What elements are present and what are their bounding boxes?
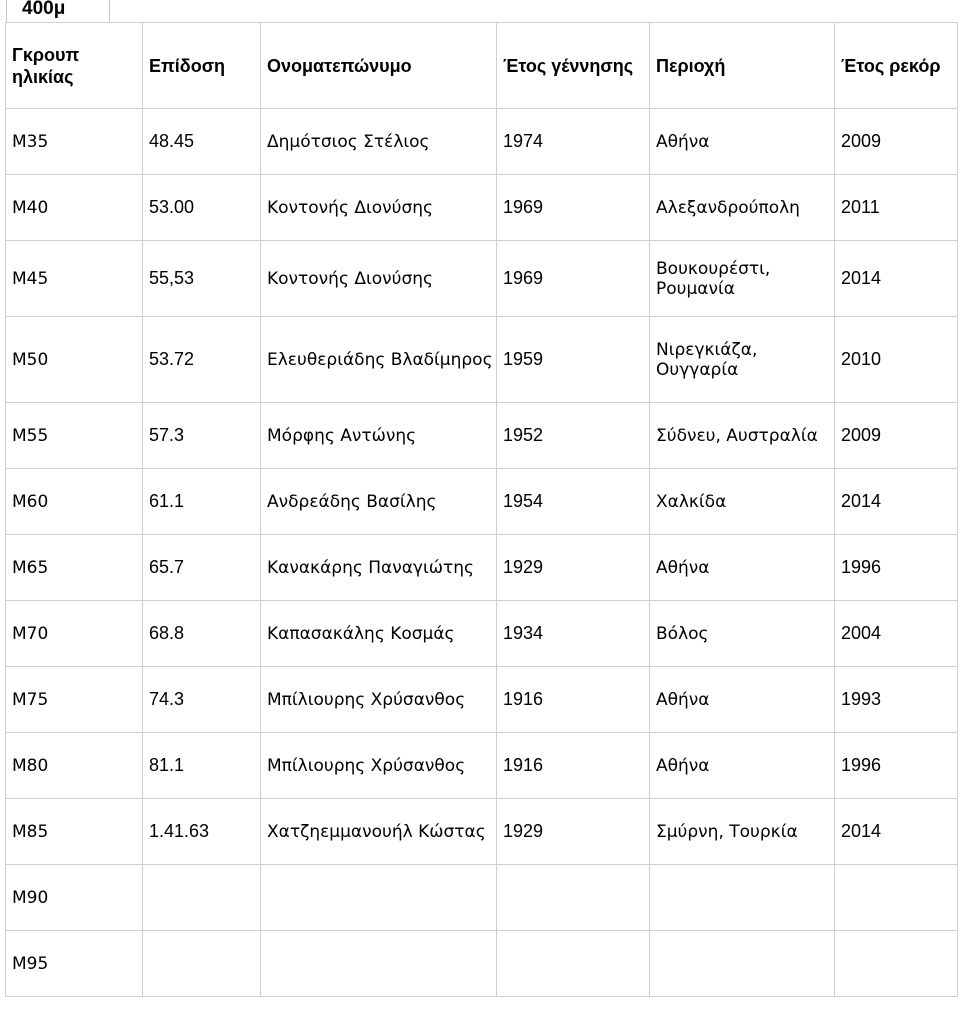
cell-place: Αθήνα <box>650 667 835 733</box>
cell-born: 1954 <box>497 469 650 535</box>
cell-place: Αθήνα <box>650 733 835 799</box>
cell-year: 2014 <box>835 799 958 865</box>
records-table <box>5 22 958 997</box>
cell-born: 1969 <box>497 175 650 241</box>
table-row <box>6 175 958 241</box>
page-title: 400μ <box>22 0 66 19</box>
cell-group: Μ60 <box>6 469 143 535</box>
cell-born: 1916 <box>497 733 650 799</box>
cell-born <box>497 931 650 997</box>
cell-year: 2004 <box>835 601 958 667</box>
cell-group: Μ35 <box>6 109 143 175</box>
cell-name: Μπίλιουρης Χρύσανθος <box>261 667 497 733</box>
cell-name: Μόρφης Αντώνης <box>261 403 497 469</box>
cell-time: 53.72 <box>143 317 261 403</box>
cell-time: 68.8 <box>143 601 261 667</box>
table-row <box>6 535 958 601</box>
cell-place: Σύδνευ, Αυστραλία <box>650 403 835 469</box>
cell-born: 1934 <box>497 601 650 667</box>
header-name: Ονοματεπώνυμο <box>261 23 497 109</box>
table-row <box>6 109 958 175</box>
cell-time: 74.3 <box>143 667 261 733</box>
cell-group: Μ80 <box>6 733 143 799</box>
table-row <box>6 799 958 865</box>
table-row <box>6 403 958 469</box>
cell-time: 61.1 <box>143 469 261 535</box>
cell-year: 1996 <box>835 733 958 799</box>
cell-name: Δημότσιος Στέλιος <box>261 109 497 175</box>
cell-name: Κοντονής Διονύσης <box>261 175 497 241</box>
cell-born: 1916 <box>497 667 650 733</box>
cell-place: Αθήνα <box>650 109 835 175</box>
cell-year: 2014 <box>835 469 958 535</box>
cell-place: Σμύρνη, Τουρκία <box>650 799 835 865</box>
cell-born: 1974 <box>497 109 650 175</box>
cell-place: Χαλκίδα <box>650 469 835 535</box>
cell-place: Νιρεγκιάζα, Ουγγαρία <box>650 317 835 403</box>
cell-group: Μ50 <box>6 317 143 403</box>
header-birth-year: Έτος γέννησης <box>497 23 650 109</box>
cell-year: 2011 <box>835 175 958 241</box>
cell-name <box>261 931 497 997</box>
cell-place <box>650 931 835 997</box>
cell-group: Μ95 <box>6 931 143 997</box>
cell-born: 1929 <box>497 799 650 865</box>
cell-name: Χατζηεμμανουήλ Κώστας <box>261 799 497 865</box>
cell-born: 1969 <box>497 241 650 317</box>
table-row <box>6 317 958 403</box>
table-header <box>6 23 958 109</box>
cell-year: 2010 <box>835 317 958 403</box>
cell-group: Μ70 <box>6 601 143 667</box>
cell-born: 1952 <box>497 403 650 469</box>
cell-born: 1929 <box>497 535 650 601</box>
cell-time: 81.1 <box>143 733 261 799</box>
table-row <box>6 241 958 317</box>
cell-year: 1996 <box>835 535 958 601</box>
header-performance: Επίδοση <box>143 23 261 109</box>
cell-time <box>143 865 261 931</box>
header-age-group: Γκρουπ ηλικίας <box>6 23 143 109</box>
cell-year: 2009 <box>835 403 958 469</box>
cell-name: Καπασακάλης Κοσμάς <box>261 601 497 667</box>
cell-name: Ελευθεριάδης Βλαδίμηρος <box>261 317 497 403</box>
table-row <box>6 667 958 733</box>
cell-name: Κοντονής Διονύσης <box>261 241 497 317</box>
cell-place: Αλεξανδρούπολη <box>650 175 835 241</box>
table-row <box>6 469 958 535</box>
cell-time: 48.45 <box>143 109 261 175</box>
table-row <box>6 601 958 667</box>
cell-time <box>143 931 261 997</box>
cell-group: Μ90 <box>6 865 143 931</box>
cell-born: 1959 <box>497 317 650 403</box>
cell-year <box>835 931 958 997</box>
cell-name: Κανακάρης Παναγιώτης <box>261 535 497 601</box>
cell-place: Βουκουρέστι, Ρουμανία <box>650 241 835 317</box>
cell-year <box>835 865 958 931</box>
cell-name: Ανδρεάδης Βασίλης <box>261 469 497 535</box>
header-place: Περιοχή <box>650 23 835 109</box>
table-row <box>6 931 958 997</box>
cell-time: 53.00 <box>143 175 261 241</box>
cell-time: 55,53 <box>143 241 261 317</box>
table-row <box>6 865 958 931</box>
table-row <box>6 733 958 799</box>
cell-time: 1.41.63 <box>143 799 261 865</box>
cell-group: Μ45 <box>6 241 143 317</box>
cell-group: Μ55 <box>6 403 143 469</box>
header-record-year: Έτος ρεκόρ <box>835 23 958 109</box>
cell-year: 2009 <box>835 109 958 175</box>
cell-name: Μπίλιουρης Χρύσανθος <box>261 733 497 799</box>
cell-place: Αθήνα <box>650 535 835 601</box>
cell-name <box>261 865 497 931</box>
cell-group: Μ40 <box>6 175 143 241</box>
cell-year: 2014 <box>835 241 958 317</box>
cell-group: Μ85 <box>6 799 143 865</box>
cell-year: 1993 <box>835 667 958 733</box>
cell-group: Μ65 <box>6 535 143 601</box>
cell-time: 57.3 <box>143 403 261 469</box>
cell-born <box>497 865 650 931</box>
cell-place: Βόλος <box>650 601 835 667</box>
cell-place <box>650 865 835 931</box>
cell-group: Μ75 <box>6 667 143 733</box>
cell-time: 65.7 <box>143 535 261 601</box>
